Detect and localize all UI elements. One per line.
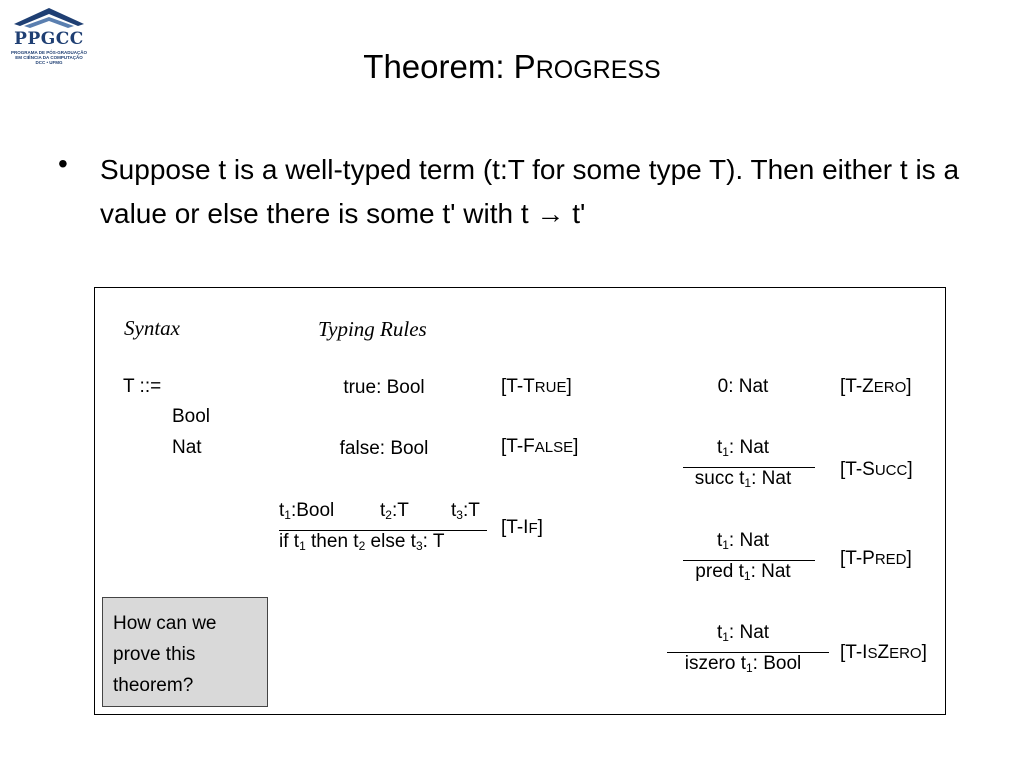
question-note-text: How can we prove this theorem? xyxy=(113,613,217,696)
rule-zero: 0: Nat xyxy=(717,376,769,397)
rule-false: false: Bool xyxy=(339,438,429,459)
label-t-iszero: [T-ISZERO] xyxy=(840,642,927,663)
logo-line-2: EM CIÊNCIA DA COMPUTAÇÃO xyxy=(15,55,83,60)
bullet-symbol: • xyxy=(58,148,68,179)
logo-name: PPGCC xyxy=(14,29,84,49)
label-t-zero: [T-ZERO] xyxy=(840,376,912,397)
rule-pred-premise: $t_1$: Nat xyxy=(716,530,770,552)
rule-if-conclusion: if $t_1$ then $t_2$ else $t_3$: T xyxy=(279,531,445,553)
label-t-true: [T-TRUE] xyxy=(501,376,572,397)
rule-pred-conclusion: pred $t_1$: Nat xyxy=(695,561,791,583)
title-rest: ROGRESS xyxy=(535,56,661,84)
label-t-pred: [T-PRED] xyxy=(840,548,912,569)
rule-true: true: Bool xyxy=(343,377,425,398)
syntax-heading: Syntax xyxy=(124,316,180,340)
bullet-text: Suppose t is a well-typed term (t:T for some type T). Then either t is a value or else there is some t' with t → t' xyxy=(100,154,960,229)
logo-line-1: PROGRAMA DE PÓS-GRADUAÇÃO xyxy=(10,50,88,55)
rule-if-premise-3: $t_3:T$ xyxy=(451,500,480,522)
label-t-false: [T-FALSE] xyxy=(501,436,579,457)
rule-if-premise-2: $t_2:T$ xyxy=(380,500,409,522)
title-prefix: Theorem: xyxy=(363,48,514,85)
rule-succ-conclusion: succ $t_1$: Nat xyxy=(694,468,792,490)
syntax-item-bool: Bool xyxy=(172,406,211,427)
rule-iszero-premise: $t_1$: Nat xyxy=(716,622,770,644)
slide-title xyxy=(0,48,1024,86)
logo-emblem-icon xyxy=(12,4,86,30)
label-t-if: [T-IF] xyxy=(501,517,543,538)
rule-if-premise-1: $t_1:Bool$ xyxy=(279,500,335,522)
title-cap: P xyxy=(513,48,536,85)
typing-heading: Typing Rules xyxy=(318,317,427,341)
syntax-def: T ::= xyxy=(123,376,162,397)
rule-succ-premise: $t_1$: Nat xyxy=(716,437,770,459)
rule-iszero-conclusion: iszero $t_1$: Bool xyxy=(684,653,802,675)
label-t-succ: [T-SUCC] xyxy=(840,459,913,480)
logo-line-3: DCC • UFMG xyxy=(35,60,63,65)
syntax-item-nat: Nat xyxy=(172,437,202,458)
question-note xyxy=(102,597,268,707)
